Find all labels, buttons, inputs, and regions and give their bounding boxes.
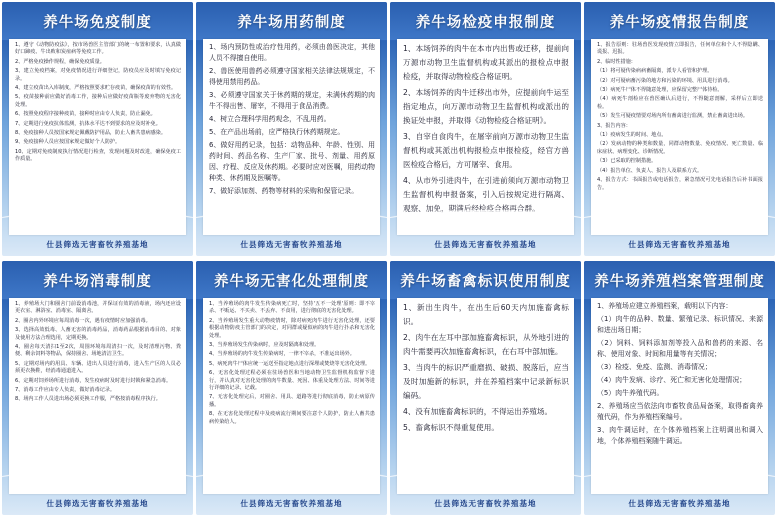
poster-title: 养牛场消毒制度 — [43, 273, 152, 290]
rule-item: 3、当肉牛的标识严重磨损、破损、脱落后，应当及时加施新的标识，并在养殖档案中记录新标识编码。 — [403, 363, 569, 400]
poster-title: 养牛场畜禽标识使用制度 — [400, 273, 571, 290]
rule-item: 4、没有加施畜禽标识的，不得运出养殖场。 — [403, 407, 553, 416]
poster-footer — [196, 236, 387, 252]
rule-item: 4、报告方式：书面报告或电话报告，紧急情况可先电话报告后补书面报告。 — [597, 177, 763, 191]
poster-epidemic-report — [584, 2, 775, 256]
rule-item: 2、兽医使用兽药必须遵守国家相关法律法规规定，不得使用禁用药品。 — [209, 67, 375, 86]
rule-item: 10、定期对免疫制度执行情况进行检查，发现问题及时改进，确保免疫工作质量。 — [15, 148, 181, 163]
rule-item: （1）肉牛的品种、数量、繁殖记录、标识情况、来源和进出场日期； — [597, 315, 763, 334]
poster-content — [591, 298, 768, 494]
footer-text: 仕县筛选无害畜牧养殖基地 — [628, 498, 731, 508]
rule-item: 6、按照免疫程序接种疫苗，接种时应由专人负责，防止漏免。 — [15, 111, 156, 118]
rule-item: 7、无害化处理完后，对圈舍、用具、道路等进行彻底消毒，防止病原传播。 — [209, 394, 375, 408]
poster-footer — [390, 495, 581, 511]
poster-archive-management — [584, 261, 775, 515]
rule-item: 1、本场饲养的肉牛在本市内出售或迁移，提前向万源市动物卫生监督机构或其派出的报检点申报检疫，并取得动物检疫合格证明。 — [403, 44, 569, 81]
rule-item: 3、当养殖场发生传染病时，应及时隔离和处理。 — [209, 342, 320, 349]
rule-item: 7、做好添加剂、药物等材料的采购和保管记录。 — [209, 187, 359, 195]
rule-item: 9、免疫接种人员应按国家规定做好个人防护。 — [15, 139, 121, 146]
footer-text: 仕县筛选无害畜牧养殖基地 — [46, 239, 149, 249]
rule-item: 4、当养殖场的肉牛发生传染病时，一律不宰杀，不准运出场外。 — [209, 351, 355, 358]
poster-title-bar — [2, 261, 193, 299]
rule-item: 4、圈舍每天清扫1至2次，周围环境每周清扫一次，及时清理污物、粪便、剩余饲料等物品，保持圈舍、场地清洁卫生。 — [15, 344, 181, 358]
poster-footer — [2, 236, 193, 252]
poster-title-bar — [196, 261, 387, 299]
rule-item: （3）病死牛尸体不得随意处理，应保留完整尸体待检。 — [597, 87, 723, 94]
rule-item: 8、在无害化处理过程中及疫病流行期间要注意个人防护，防止人畜共患病传染给人。 — [209, 411, 375, 425]
rule-item: 7、定期进行免疫抗体监测，抗体水平达不到要求的应及时补免。 — [15, 120, 161, 127]
poster-livestock-tagging — [390, 261, 581, 515]
rule-item: （4）肉牛发病、诊疗、死亡和无害化处理情况； — [597, 376, 747, 384]
poster-content — [203, 298, 380, 494]
rule-item: 5、病死肉牛尸体应统一运送至指定地点进行深埋或焚烧等无害化处理。 — [209, 360, 371, 367]
poster-title-bar — [584, 2, 775, 40]
poster-grid — [2, 2, 775, 515]
rule-item: 3、肉牛调运时，在个体养殖档案上注明调出和调入地，个体养殖档案随牛调运。 — [597, 426, 763, 445]
poster-title: 养牛场免疫制度 — [43, 14, 152, 31]
footer-text: 仕县筛选无害畜牧养殖基地 — [46, 498, 149, 508]
poster-footer — [196, 495, 387, 511]
poster-harmless-disposal — [196, 261, 387, 515]
poster-medication — [196, 2, 387, 256]
rule-item: 5、疫苗接种前应做好消毒工作，接种后应做好疫苗瓶等废弃物的无害化处理。 — [15, 94, 181, 108]
poster-title: 养牛场疫情报告制度 — [609, 14, 750, 31]
rule-item: 8、免疫接种人员按国家规定佩戴防护用品，防止人畜共患病感染。 — [15, 130, 166, 137]
rule-item: 6、定期对饲养场所进行消毒，发生疫病时及时进行封锁和紧急消毒。 — [15, 377, 172, 384]
rule-item: （1）将可疑传染病病畜隔离，派专人看管和护理。 — [597, 68, 713, 75]
poster-content — [9, 39, 186, 235]
poster-title-bar — [196, 2, 387, 40]
poster-title: 养牛场用药制度 — [237, 14, 346, 31]
rule-item: 2、肉牛在左耳中部加施畜禽标识，从外地引进的肉牛需要再次加施畜禽标识，在右耳中部加施。 — [403, 333, 569, 356]
poster-content — [9, 298, 186, 494]
rule-item: （5）肉牛养殖代码。 — [597, 389, 664, 397]
rule-item: 2、本场饲养的肉牛迁移出市外，应提前向牛运至指定地点，向万源市动物卫生监督机构或派出的换证处申报，并取得《动物检疫合格证明》。 — [403, 88, 569, 125]
rule-item: 4、建立疫苗出入库制度，严格按照要求贮存疫苗，确保疫苗的有效性。 — [15, 85, 177, 92]
rule-item: 1、新出生肉牛，在出生后60天内加施畜禽标识。 — [403, 303, 569, 326]
rule-item: 6、无害化处理过程必须在驻场兽医和当地动物卫生监督机构监督下进行，并认真对无害化处理的肉牛数量、死因、体重及处理方法、时间等进行详细的记录、记载。 — [209, 370, 375, 392]
rule-item: 1、养殖场大门和圈舍门前设消毒池，并保证有效的消毒液，场内还应设更衣室、淋浴室、消毒室、隔离舍。 — [15, 301, 181, 315]
rule-item: 8、场内工作人员进出场必须更换工作服，严格按消毒程序执行。 — [15, 396, 161, 403]
rule-item: （2）饲料、饲料添加剂等投入品和兽药的来源、名称、使用对象、时间和用量等有关情况； — [597, 339, 763, 358]
poster-title-bar — [584, 261, 775, 299]
footer-text: 仕县筛选无害畜牧养殖基地 — [240, 498, 343, 508]
rule-item: （3）检疫、免疫、监测、消毒情况； — [597, 363, 712, 371]
poster-footer — [584, 495, 775, 511]
rule-item: 1、当养殖场的肉牛发生传染病死亡时，坚持'五不一处理'原则：即不宰杀、不贩运、不买卖、不丢弃、不食用，进行彻底的无害化处理。 — [209, 301, 375, 315]
footer-text: 仕县筛选无害畜牧养殖基地 — [628, 239, 731, 249]
poster-footer — [2, 495, 193, 511]
rule-item: 5、定期对场内的用具、车辆、进出人员进行消毒，进入生产区的人员必须更衣换鞋，经消毒通道进入。 — [15, 360, 181, 375]
poster-content — [397, 298, 574, 494]
rule-item: 3、报告内容： — [597, 122, 631, 129]
rule-item: 7、消毒工作应由专人负责，做好消毒记录。 — [15, 387, 116, 394]
poster-content — [591, 39, 768, 235]
poster-footer — [584, 236, 775, 252]
rule-item: 2、严格免疫操作规程，确保免疫质量。 — [15, 58, 105, 65]
rule-item: 3、必须遵守国家关于休药期的规定，未满休药期的肉牛不得出售、屠宰，不得用于食品消费。 — [209, 91, 375, 110]
footer-text: 仕县筛选无害畜牧养殖基地 — [434, 498, 537, 508]
poster-title-bar — [390, 2, 581, 40]
footer-text: 仕县筛选无害畜牧养殖基地 — [434, 239, 537, 249]
poster-quarantine-declaration — [390, 2, 581, 256]
rule-item: 4、树立合理科学用药观念，不乱用药。 — [209, 115, 331, 123]
poster-footer — [390, 236, 581, 252]
poster-title-bar — [390, 261, 581, 299]
rule-item: 4、从市外引进肉牛，在引进前须向万源市动物卫生监督机构申报备案，引入后按规定进行隔离、观察、加免，期满后经检疫合格再合群。 — [403, 176, 569, 213]
rule-item: 1、场内预防性或治疗性用药，必须由兽医决定，其他人员不得擅自使用。 — [209, 43, 375, 62]
rule-item: 3、自宰自食肉牛，在屠宰前向万源市动物卫生监督机构或其派出机构报检点申报检疫，经官方兽医检疫合格后，方可屠宰、食用。 — [403, 132, 569, 169]
rule-item: 6、做好用药记录，包括：动物品种、年龄、性别、用药时间、药品名称、生产厂家、批号、剂量、用药原因、疗程、反应及休药期。必要时应对医嘱，用药动物种类、休药期及医嘱等。 — [209, 141, 375, 182]
rule-item: 2、临时性措施： — [597, 58, 636, 65]
rule-item: （5）发生可疑疫情要对场内所有畜禽进行监测，禁止畜禽进出场。 — [597, 113, 748, 120]
rule-item: （2）发病动物的种类和数量，同群动物数量、免疫情况、死亡数量、临床症状、病理变化、诊断情况。 — [597, 141, 763, 155]
poster-disinfection — [2, 261, 193, 515]
rule-item: （3）已采取的控制措施。 — [597, 158, 657, 165]
poster-immunization — [2, 2, 193, 256]
rule-item: 1、遵守《动物防疫法》，按市场兽医主管部门的统一布置和要求，认真做好口蹄疫、牛出败和炭疽病等免疫工作。 — [15, 42, 181, 56]
poster-title-bar — [2, 2, 193, 40]
rule-item: （4）报告单位、负责人、报告人及联系方式。 — [597, 167, 703, 174]
rule-item: 1、报告原则：驻场兽医发现疫情立即报告，任何单位和个人不得隐瞒、谎报、迟报。 — [597, 42, 763, 56]
rule-item: （1）疫病发生的时间、地点。 — [597, 132, 667, 139]
poster-title: 养牛场检疫申报制度 — [415, 14, 556, 31]
rule-item: 2、养殖场应当依法向市畜牧食品局备案，取得畜禽养殖代码，作为养殖档案编号。 — [597, 402, 763, 421]
poster-title: 养牛场无害化处理制度 — [214, 273, 369, 290]
rule-item: 5、在产品出场前，应严格执行休药期规定。 — [209, 128, 345, 136]
rule-item: （2）对可疑病畜污染的地方和污染的环境、用具进行消毒。 — [597, 77, 733, 84]
poster-title: 养牛场养殖档案管理制度 — [594, 273, 765, 290]
rule-item: 5、畜禽标识不得重复使用。 — [403, 423, 499, 432]
poster-content — [203, 39, 380, 235]
footer-text: 仕县筛选无害畜牧养殖基地 — [240, 239, 343, 249]
rule-item: 3、建立免疫档案，对免疫情况进行详细登记，防疫员应及时填写免疫记录。 — [15, 68, 181, 82]
rule-item: （4）病死牛剖检应在兽医确认后进行，不得随意剖解，采样后立即送检。 — [597, 96, 763, 110]
rule-item: 2、圈舍内外环境应每周消毒一次，遇有疫情时应加强消毒。 — [15, 317, 151, 324]
rule-item: 1、养殖场应建立养殖档案，载明以下内容： — [597, 302, 733, 310]
rule-item: 3、选择高效低毒、人畜无害的消毒药品，消毒药品根据消毒目的、对象及使用方法合理选用，定期更换。 — [15, 327, 181, 341]
poster-content — [397, 39, 574, 235]
rule-item: 2、当养殖场发生重大动物疫情时，除对病死肉牛进行无害化处理，还要根据动物防疫主管部门的决定，对同群或疑似病的肉牛进行扑杀和无害化处理。 — [209, 317, 375, 339]
